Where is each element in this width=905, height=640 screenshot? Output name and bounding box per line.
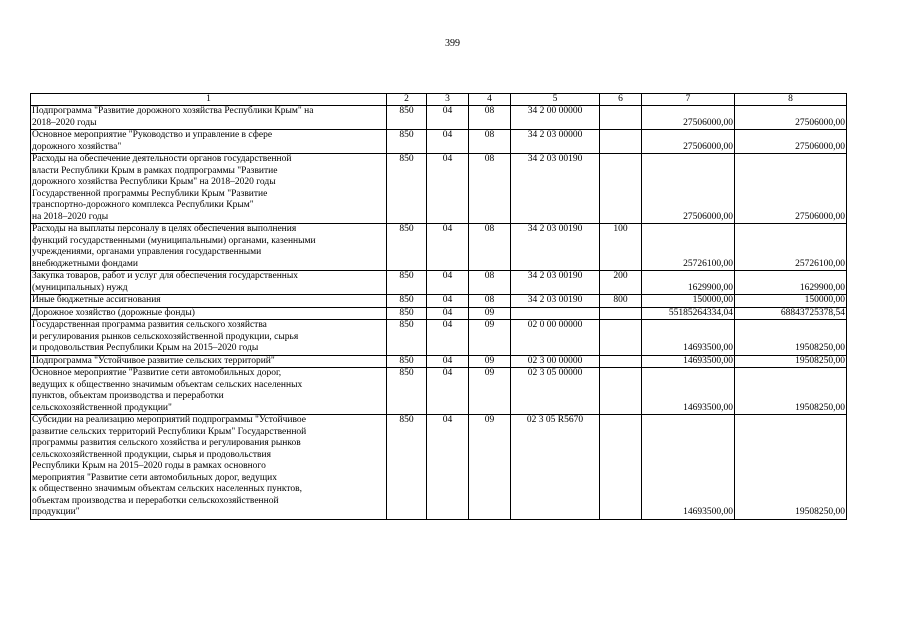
amount-cell-8: 19508250,00 xyxy=(735,320,847,356)
code-cell-4: 08 xyxy=(469,271,511,295)
code-cell-6 xyxy=(600,154,642,224)
code-cell-5: 34 2 03 00190 xyxy=(511,224,600,271)
row-name-cell: Государственная программа развития сельского хозяйства и регулирования рынков сельскохозяйственной продукции, сырья и продовольствия Республики Крым на 2015–2020 годы xyxy=(31,320,387,356)
budget-table xyxy=(30,93,847,520)
code-cell-3: 04 xyxy=(427,106,469,130)
code-cell-4: 08 xyxy=(469,106,511,130)
row-name-cell: Расходы на выплаты персоналу в целях обеспечения выполнения функций государственными (муниципальными) органами, казенными учреждениями, органами управления государственными внебюджетными фондами xyxy=(31,224,387,271)
code-cell-2: 850 xyxy=(387,415,427,520)
row-name-cell: Дорожное хозяйство (дорожные фонды) xyxy=(31,307,387,320)
table-row xyxy=(31,295,847,308)
code-cell-4: 08 xyxy=(469,130,511,154)
code-cell-6 xyxy=(600,368,642,415)
code-cell-2: 850 xyxy=(387,271,427,295)
code-cell-2: 850 xyxy=(387,106,427,130)
amount-cell-7: 1629900,00 xyxy=(642,271,735,295)
code-cell-6: 100 xyxy=(600,224,642,271)
code-cell-3: 04 xyxy=(427,307,469,320)
amount-cell-7: 14693500,00 xyxy=(642,368,735,415)
row-name-cell: Иные бюджетные ассигнования xyxy=(31,295,387,308)
code-cell-6 xyxy=(600,307,642,320)
code-cell-3: 04 xyxy=(427,355,469,368)
row-name-cell: Основное мероприятие "Руководство и управление в сфере дорожного хозяйства" xyxy=(31,130,387,154)
code-cell-2: 850 xyxy=(387,307,427,320)
code-cell-6 xyxy=(600,130,642,154)
code-cell-5: 02 3 05 R5670 xyxy=(511,415,600,520)
amount-cell-8: 27506000,00 xyxy=(735,154,847,224)
code-cell-6 xyxy=(600,355,642,368)
row-name-cell: Подпрограмма "Развитие дорожного хозяйства Республики Крым" на 2018–2020 годы xyxy=(31,106,387,130)
table-row xyxy=(31,106,847,130)
row-name-cell: Основное мероприятие "Развитие сети автомобильных дорог, ведущих к общественно значимым объектам сельских населенных пунктов, объектам производства и переработки сельскохозяйственной продукции" xyxy=(31,368,387,415)
amount-cell-8: 19508250,00 xyxy=(735,355,847,368)
header-cell: 8 xyxy=(735,94,847,106)
table-row xyxy=(31,271,847,295)
code-cell-5: 34 2 03 00190 xyxy=(511,154,600,224)
code-cell-4: 09 xyxy=(469,355,511,368)
code-cell-6 xyxy=(600,320,642,356)
amount-cell-7: 55185264334,04 xyxy=(642,307,735,320)
header-cell: 5 xyxy=(511,94,600,106)
code-cell-4: 09 xyxy=(469,415,511,520)
code-cell-4: 09 xyxy=(469,368,511,415)
code-cell-3: 04 xyxy=(427,320,469,356)
amount-cell-7: 150000,00 xyxy=(642,295,735,308)
amount-cell-7: 27506000,00 xyxy=(642,154,735,224)
row-name-cell: Субсидии на реализацию мероприятий подпрограммы "Устойчивое развитие сельских территорий Республики Крым" Государственной программы развития сельского хозяйства и регулирования рынков сельскохозяйственной продукции, сырья и продовольствия Республики Крым на 2015–2020 годы в рамках основного мероприятия "Развитие сети автомобильных дорог, ведущих к общественно значимым объектам сельских населенных пунктов, объектам производства и переработки сельскохозяйственной продукции" xyxy=(31,415,387,520)
code-cell-5: 34 2 03 00000 xyxy=(511,130,600,154)
amount-cell-7: 14693500,00 xyxy=(642,355,735,368)
code-cell-4: 08 xyxy=(469,224,511,271)
code-cell-6: 800 xyxy=(600,295,642,308)
code-cell-5 xyxy=(511,307,600,320)
code-cell-2: 850 xyxy=(387,224,427,271)
table-row xyxy=(31,415,847,520)
table-row xyxy=(31,224,847,271)
code-cell-6 xyxy=(600,106,642,130)
code-cell-3: 04 xyxy=(427,295,469,308)
amount-cell-8: 19508250,00 xyxy=(735,368,847,415)
table-row xyxy=(31,130,847,154)
amount-cell-8: 68843725378,54 xyxy=(735,307,847,320)
code-cell-5: 02 3 05 00000 xyxy=(511,368,600,415)
code-cell-2: 850 xyxy=(387,295,427,308)
code-cell-5: 34 2 03 00190 xyxy=(511,271,600,295)
table-row xyxy=(31,368,847,415)
code-cell-2: 850 xyxy=(387,320,427,356)
code-cell-6: 200 xyxy=(600,271,642,295)
table-header-row xyxy=(31,94,847,106)
amount-cell-8: 25726100,00 xyxy=(735,224,847,271)
page-number: 399 xyxy=(445,38,460,49)
header-cell: 1 xyxy=(31,94,387,106)
row-name-cell: Закупка товаров, работ и услуг для обеспечения государственных (муниципальных) нужд xyxy=(31,271,387,295)
amount-cell-8: 27506000,00 xyxy=(735,106,847,130)
code-cell-5: 34 2 03 00190 xyxy=(511,295,600,308)
code-cell-4: 08 xyxy=(469,295,511,308)
header-cell: 4 xyxy=(469,94,511,106)
code-cell-3: 04 xyxy=(427,415,469,520)
header-cell: 6 xyxy=(600,94,642,106)
code-cell-2: 850 xyxy=(387,368,427,415)
code-cell-2: 850 xyxy=(387,355,427,368)
code-cell-5: 34 2 00 00000 xyxy=(511,106,600,130)
code-cell-2: 850 xyxy=(387,130,427,154)
code-cell-3: 04 xyxy=(427,368,469,415)
header-cell: 3 xyxy=(427,94,469,106)
row-name-cell: Расходы на обеспечение деятельности органов государственной власти Республики Крым в рамках подпрограммы "Развитие дорожного хозяйства Республики Крым" на 2018–2020 годы Государственной программы Республики Крым "Развитие транспортно-дорожного комплекса Республики Крым" на 2018–2020 годы xyxy=(31,154,387,224)
amount-cell-8: 27506000,00 xyxy=(735,130,847,154)
amount-cell-7: 14693500,00 xyxy=(642,415,735,520)
table-row xyxy=(31,154,847,224)
code-cell-2: 850 xyxy=(387,154,427,224)
amount-cell-8: 1629900,00 xyxy=(735,271,847,295)
amount-cell-8: 150000,00 xyxy=(735,295,847,308)
amount-cell-7: 27506000,00 xyxy=(642,130,735,154)
row-name-cell: Подпрограмма "Устойчивое развитие сельских территорий" xyxy=(31,355,387,368)
header-cell: 2 xyxy=(387,94,427,106)
code-cell-4: 08 xyxy=(469,154,511,224)
header-cell: 7 xyxy=(642,94,735,106)
table-row xyxy=(31,320,847,356)
amount-cell-7: 25726100,00 xyxy=(642,224,735,271)
table-row xyxy=(31,355,847,368)
code-cell-3: 04 xyxy=(427,271,469,295)
amount-cell-7: 27506000,00 xyxy=(642,106,735,130)
code-cell-3: 04 xyxy=(427,130,469,154)
code-cell-3: 04 xyxy=(427,224,469,271)
code-cell-5: 02 3 00 00000 xyxy=(511,355,600,368)
code-cell-4: 09 xyxy=(469,307,511,320)
amount-cell-8: 19508250,00 xyxy=(735,415,847,520)
amount-cell-7: 14693500,00 xyxy=(642,320,735,356)
code-cell-5: 02 0 00 00000 xyxy=(511,320,600,356)
code-cell-4: 09 xyxy=(469,320,511,356)
code-cell-3: 04 xyxy=(427,154,469,224)
table-row xyxy=(31,307,847,320)
code-cell-6 xyxy=(600,415,642,520)
